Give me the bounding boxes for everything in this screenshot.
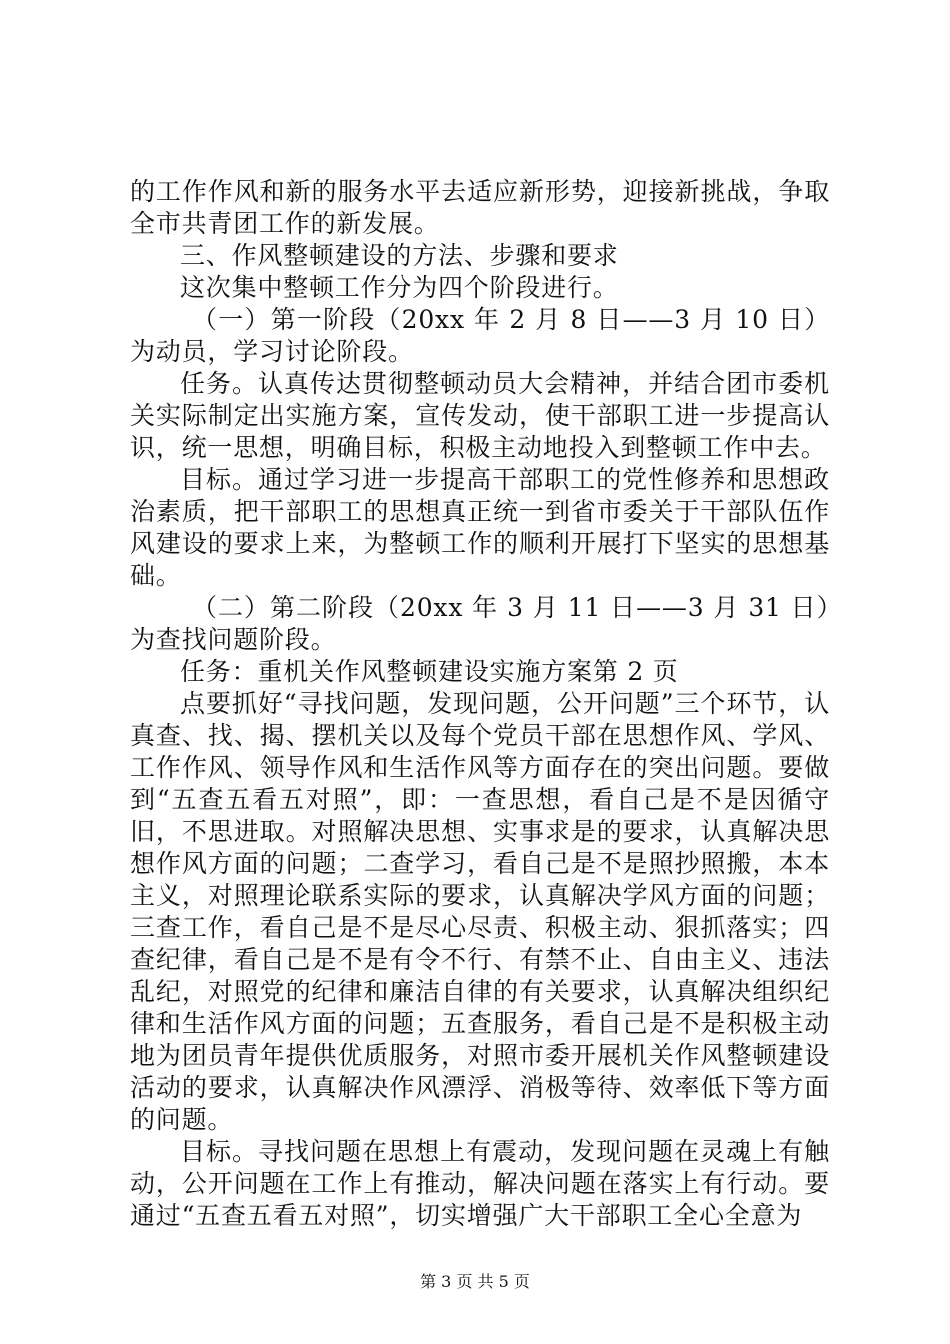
- phase-one-goal: 目标。通过学习进一步提高干部职工的党性修养和思想政治素质，把干部职工的思想真正统一到省市委关于干部队伍作风建设的要求上来，为整顿工作的顺利开展打下坚实的思想基础。: [130, 465, 830, 590]
- paragraph-continuation: 的工作作风和新的服务水平去适应新形势，迎接新挑战，争取全市共青团工作的新发展。: [130, 177, 830, 238]
- phase-one-heading: （一）第一阶段（20xx 年 2 月 8 日——3 月 10 日）为动员，学习讨论阶段。: [130, 305, 830, 366]
- paragraph-intro: 这次集中整顿工作分为四个阶段进行。: [180, 273, 619, 302]
- document-body: [130, 176, 830, 1232]
- phase-two-task-body: 点要抓好“寻找问题，发现问题，公开问题”三个环节，认真查、找、揭、摆机关以及每个党员干部在思想作风、学风、工作作风、领导作风和生活作风等方面存在的突出问题。要做到“五查五看五对照”，即：一查思想，看自己是不是因循守旧，不思进取。对照解决思想、实事求是的要求，认真解决思想作风方面的问题；二查学习，看自己是不是照抄照搬，本本主义，对照理论联系实际的要求，认真解决学风方面的问题；三查工作，看自己是不是尽心尽责、积极主动、狠抓落实；四查纪律，看自己是不是有令不行、有禁不止、自由主义、违法乱纪，对照党的纪律和廉洁自律的有关要求，认真解决组织纪律和生活作风方面的问题；五查服务，看自己是不是积极主动地为团员青年提供优质服务，对照市委开展机关作风整顿建设活动的要求，认真解决作风漂浮、消极等待、效率低下等方面的问题。: [130, 689, 830, 1134]
- phase-two-goal: 目标。寻找问题在思想上有震动，发现问题在灵魂上有触动，公开问题在工作上有推动，解决问题在落实上有行动。要通过“五查五看五对照”，切实增强广大干部职工全心全意为: [130, 1137, 830, 1230]
- page-number-footer: 第 3 页 共 5 页: [420, 1272, 530, 1291]
- phase-one-task: 任务。认真传达贯彻整顿动员大会精神，并结合团市委机关实际制定出实施方案，宣传发动，使干部职工进一步提高认识，统一思想，明确目标，积极主动地投入到整顿工作中去。: [130, 369, 830, 462]
- phase-two-task-label: 任务：重机关作风整顿建设实施方案第 2 页: [180, 657, 679, 686]
- phase-two-heading: （二）第二阶段（20xx 年 3 月 11 日——3 月 31 日）为查找问题阶段。: [130, 593, 830, 654]
- section-heading: 三、作风整顿建设的方法、步骤和要求: [180, 241, 619, 270]
